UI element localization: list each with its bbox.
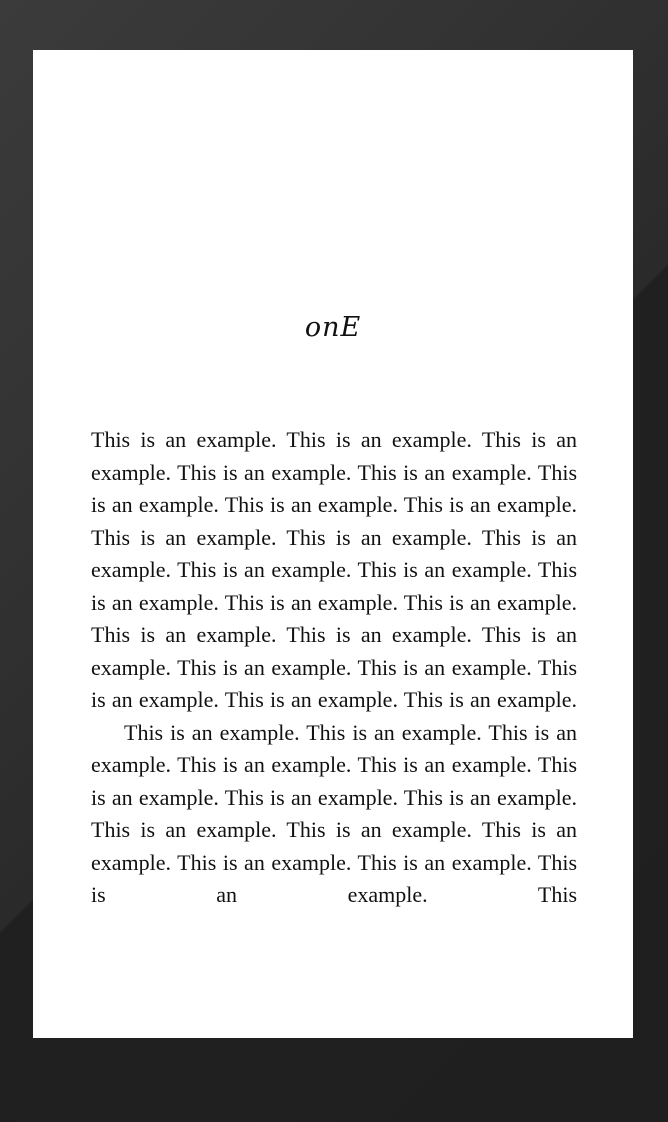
paragraph: This is an example. This is an example. This is an example. This is an example. This is an example. This is an example. This is an example. This is an example. This is an example. This is an example. This is an example. This is an example. This is an example. This is an example. This — [91, 719, 577, 907]
book-text — [91, 424, 577, 912]
chapter-title: onE — [304, 312, 362, 343]
reader-screen[interactable] — [33, 50, 633, 1038]
paragraph: This is an example. This is an example. This is an example. This is an example. This is an example. This is an example. This is an example. This is an example. This is an example. This is an example. This is an example. This is an example. This is an example. This is an example. This is an example. This is an example. This is an example. This is an example. This is an example. This is an example. This is an example. This is an example. This is an example. This is an example. — [91, 427, 577, 712]
